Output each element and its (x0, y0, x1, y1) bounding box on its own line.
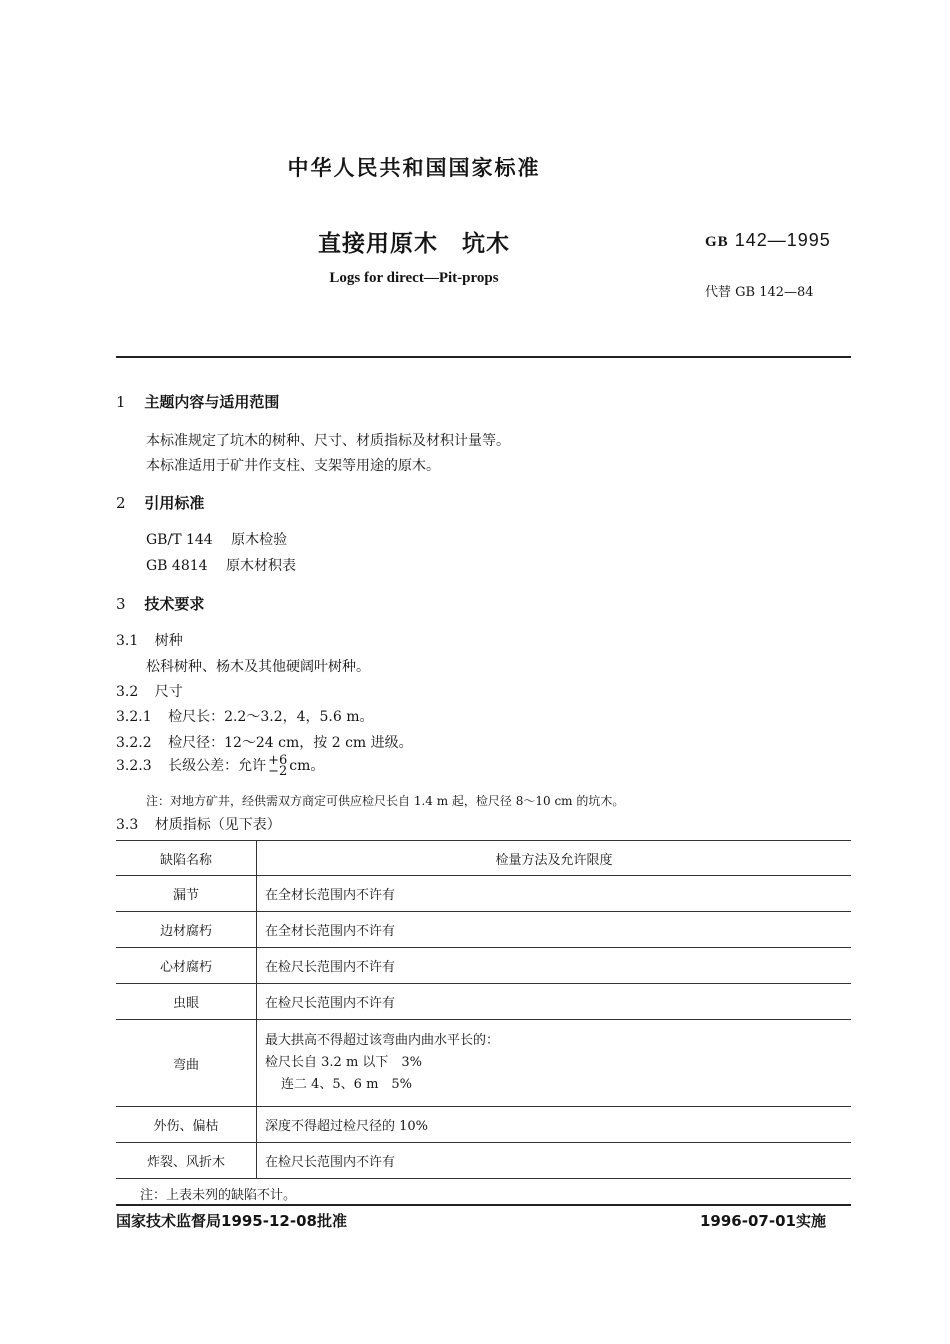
replaces-note: 代替 GB 142—84 (705, 285, 814, 300)
defect-name: 边材腐朽 (116, 912, 257, 948)
defect-name: 心材腐朽 (116, 948, 257, 984)
tolerance-minus: −2 (268, 764, 288, 779)
clause-title: 材质指标（见下表） (154, 817, 281, 833)
column-header: 缺陷名称 (116, 841, 257, 876)
defects-table (116, 840, 851, 1179)
clause-number: 3.2.3 (116, 758, 152, 774)
approval-line: 国家技术监督局1995-12-08批准 (116, 1212, 347, 1230)
clause-text: 检尺径：12～24 cm，按 2 cm 进级。 (168, 735, 413, 751)
table-row (116, 984, 851, 1020)
defect-rule: 在检尺长范围内不许有 (257, 948, 852, 984)
footer-divider (116, 1204, 851, 1206)
reference-code: GB 4814 (146, 558, 208, 574)
clause-title: 树种 (154, 633, 183, 649)
clause-3-3 (116, 814, 281, 834)
standard-number (705, 230, 831, 251)
defect-rule: 深度不得超过检尺径的 10% (257, 1107, 852, 1143)
table-row (116, 912, 851, 948)
section-title: 技术要求 (144, 595, 205, 613)
clause-number: 3.2.1 (116, 709, 152, 725)
table-row (116, 1107, 851, 1143)
bend-rule-line-2: 检尺长自 3.2 m 以下 3% (265, 1055, 423, 1070)
clause-text: 长级公差：允许 (168, 758, 267, 774)
reference-name: 原木材积表 (226, 558, 297, 574)
org-title: 中华人民共和国国家标准 (287, 156, 541, 180)
tolerance-plus: +6 (268, 753, 288, 768)
section-3-heading (116, 593, 204, 614)
clause-3-2-2 (116, 732, 413, 752)
clause-number: 3.2.2 (116, 735, 152, 751)
defect-name: 外伤、偏枯 (116, 1107, 257, 1143)
clause-note: 注：对地方矿井，经供需双方商定可供应检尺长自 1.4 m 起，检尺径 8～10 cm 的坑木。 (146, 794, 625, 808)
bend-rule-line-3: 连二 4、5、6 m 5% (281, 1077, 413, 1092)
tolerance-fraction (268, 755, 287, 777)
clause-3-2 (116, 681, 183, 701)
column-header: 检量方法及允许限度 (257, 841, 852, 876)
section-2-heading (116, 492, 204, 513)
clause-3-2-3 (116, 755, 324, 777)
header-divider (116, 356, 851, 358)
defect-rule: 在检尺长范围内不许有 (257, 984, 852, 1020)
table-row (116, 1143, 851, 1179)
clause-number: 3.1 (116, 633, 139, 649)
section-1-paragraph-2: 本标准适用于矿井作支柱、支架等用途的原木。 (146, 458, 440, 474)
section-number: 1 (116, 393, 126, 411)
clause-title: 尺寸 (154, 684, 183, 700)
bend-rule-line-1: 最大拱高不得超过该弯曲内曲水平长的： (265, 1033, 500, 1048)
defect-rule: 在全材长范围内不许有 (257, 912, 852, 948)
reference-1 (146, 529, 287, 549)
document-title: 直接用原木 坑木 (318, 231, 510, 257)
standard-code: 142—1995 (734, 230, 831, 250)
defect-rule: 在检尺长范围内不许有 (257, 1143, 852, 1179)
section-number: 3 (116, 595, 126, 613)
tolerance-unit: cm。 (289, 758, 325, 774)
defect-name: 虫眼 (116, 984, 257, 1020)
standard-prefix: GB (705, 234, 729, 250)
defect-rule (257, 1020, 852, 1107)
reference-name: 原木检验 (231, 532, 288, 548)
section-title: 引用标准 (144, 494, 205, 512)
effective-date: 1996-07-01实施 (700, 1212, 826, 1230)
clause-3-1-text: 松科树种、杨木及其他硬阔叶树种。 (146, 659, 370, 675)
section-1-heading (116, 391, 279, 412)
clause-text: 检尺长：2.2～3.2，4，5.6 m。 (168, 709, 374, 725)
defect-name: 漏节 (116, 876, 257, 912)
section-number: 2 (116, 494, 126, 512)
clause-number: 3.2 (116, 684, 139, 700)
english-title: Logs for direct—Pit-props (329, 270, 499, 286)
clause-3-1 (116, 630, 183, 650)
table-row (116, 876, 851, 912)
clause-number: 3.3 (116, 817, 139, 833)
table-row (116, 948, 851, 984)
defect-rule: 在全材长范围内不许有 (257, 876, 852, 912)
reference-2 (146, 555, 296, 575)
table-header-row (116, 841, 851, 876)
table-footnote: 注：上表未列的缺陷不计。 (140, 1188, 297, 1203)
section-1-paragraph-1: 本标准规定了坑木的树种、尺寸、材质指标及材积计量等。 (146, 433, 510, 449)
section-title: 主题内容与适用范围 (144, 393, 280, 411)
defect-name: 炸裂、风折木 (116, 1143, 257, 1179)
reference-code: GB/T 144 (146, 532, 213, 548)
defect-name: 弯曲 (116, 1020, 257, 1107)
table-row (116, 1020, 851, 1107)
clause-3-2-1 (116, 706, 374, 726)
